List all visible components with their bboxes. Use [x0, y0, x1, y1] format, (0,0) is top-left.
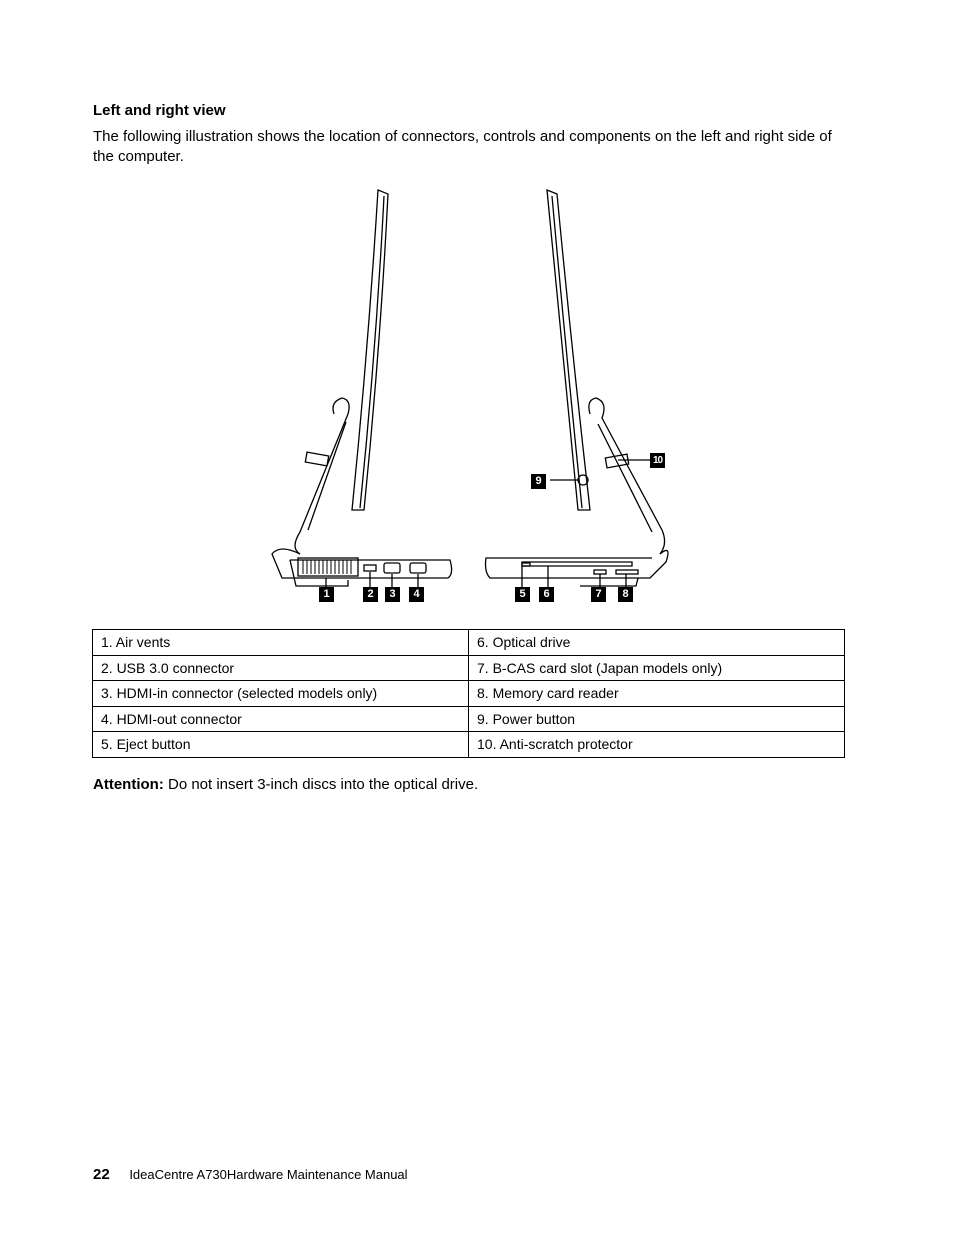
page-footer [93, 1166, 408, 1183]
table-cell: 2. USB 3.0 connector [93, 655, 469, 681]
usb-port [364, 565, 376, 571]
callout-6: 6 [539, 587, 554, 602]
manual-title: IdeaCentre A730Hardware Maintenance Manual [129, 1167, 408, 1182]
callout-8: 8 [618, 587, 633, 602]
page-number: 22 [93, 1166, 110, 1183]
table-cell: 8. Memory card reader [469, 681, 845, 707]
bcas-slot [594, 570, 606, 574]
attention-text: Do not insert 3-inch discs into the optical drive. [167, 776, 479, 793]
section-heading: Left and right view [93, 102, 226, 119]
table-cell: 10. Anti-scratch protector [469, 732, 845, 758]
table-row [93, 681, 845, 707]
callout-1: 1 [319, 587, 334, 602]
table-cell: 4. HDMI-out connector [93, 706, 469, 732]
table-cell: 6. Optical drive [469, 630, 845, 656]
callout-7: 7 [591, 587, 606, 602]
callout-9: 9 [531, 474, 546, 489]
computer-side-views-drawing [260, 182, 680, 612]
table-row [93, 630, 845, 656]
table-cell: 5. Eject button [93, 732, 469, 758]
optical-drive-slot [522, 562, 632, 566]
table-row [93, 655, 845, 681]
callout-2: 2 [363, 587, 378, 602]
parts-table [92, 629, 845, 758]
table-row [93, 732, 845, 758]
table-cell: 1. Air vents [93, 630, 469, 656]
table-row [93, 706, 845, 732]
callout-3: 3 [385, 587, 400, 602]
memory-card-slot [616, 570, 638, 574]
table-cell: 7. B-CAS card slot (Japan models only) [469, 655, 845, 681]
table-cell: 3. HDMI-in connector (selected models only) [93, 681, 469, 707]
callout-5: 5 [515, 587, 530, 602]
table-cell: 9. Power button [469, 706, 845, 732]
hdmi-in-port [384, 563, 400, 573]
left-right-view-illustration [260, 182, 680, 612]
left-monitor-panel [352, 190, 388, 510]
callout-10: 10 [650, 453, 665, 468]
right-monitor-panel [547, 190, 590, 510]
attention-note [93, 776, 478, 793]
section-intro: The following illustration shows the location of connectors, controls and components on the left and right side of the computer. [93, 128, 832, 165]
attention-label: Attention: [93, 776, 164, 793]
hdmi-out-port [410, 563, 426, 573]
callout-4: 4 [409, 587, 424, 602]
eject-button [522, 563, 530, 566]
